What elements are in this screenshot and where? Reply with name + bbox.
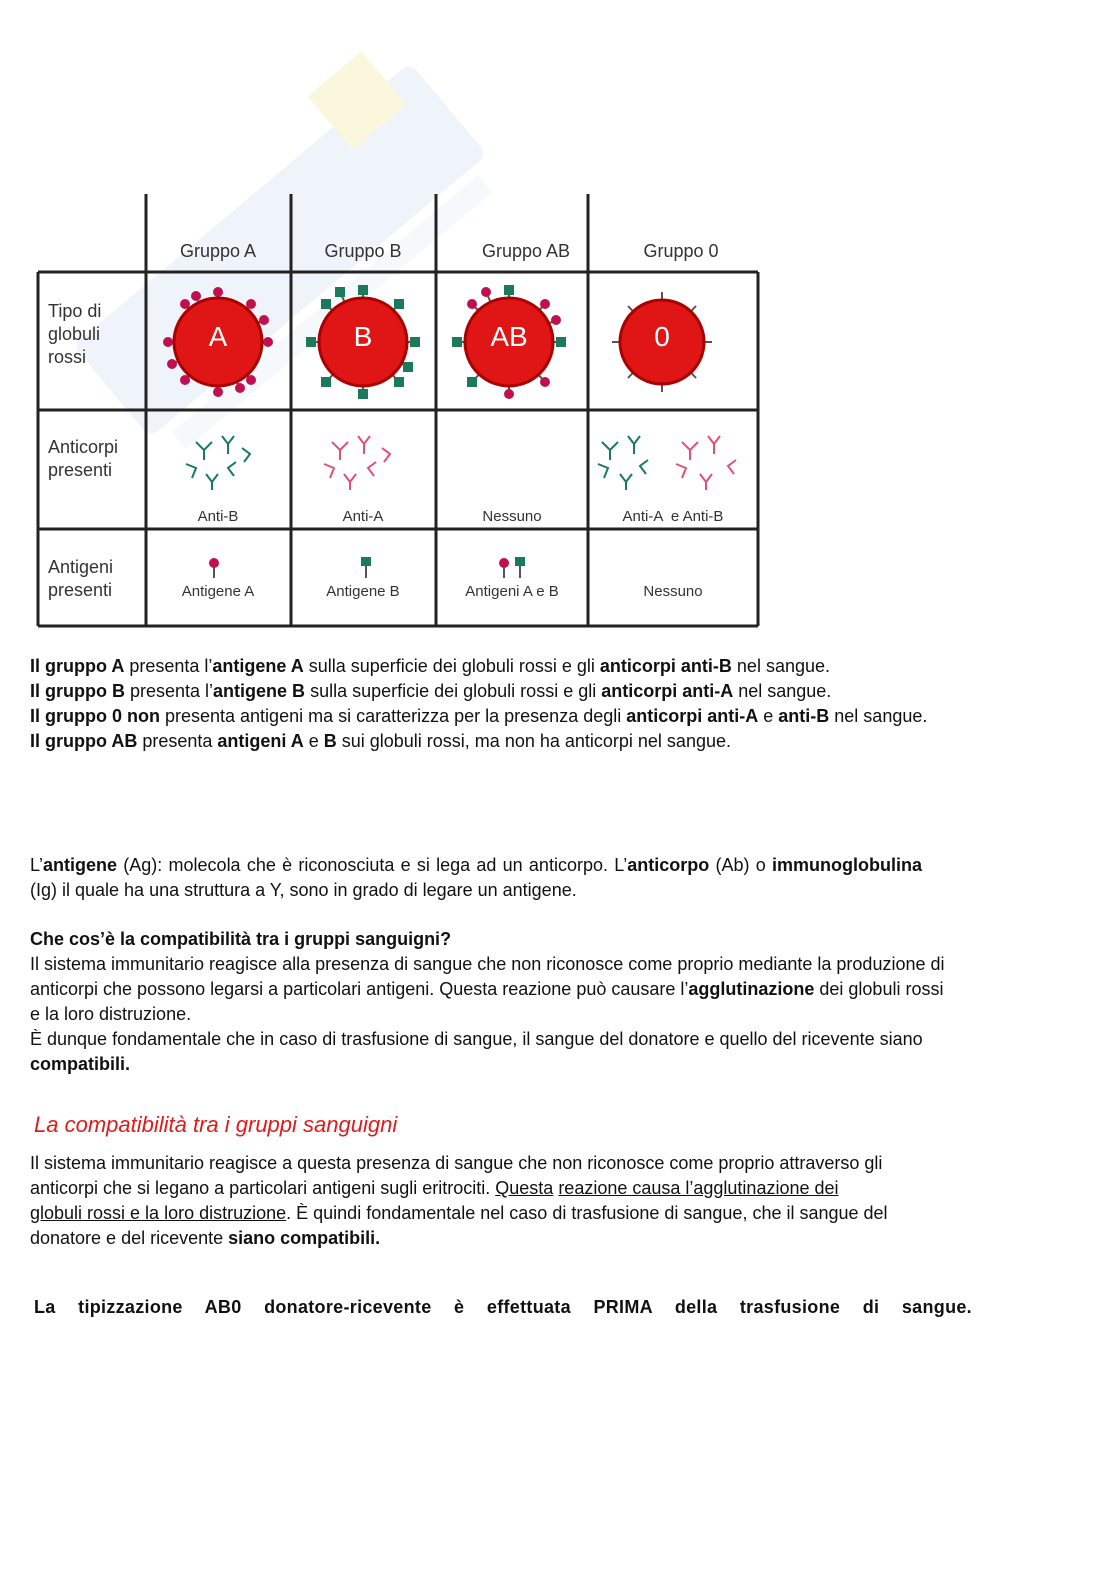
section-paragraph [30, 1151, 890, 1251]
antigen-b-icon [361, 557, 371, 578]
antibody-label-a: Anti-B [197, 508, 239, 525]
bold-text: anticorpi anti-A [626, 706, 759, 726]
question-title: Che cos’è la compatibilità tra i gruppi sanguigni? [30, 929, 452, 949]
antibody-anti-a-icon [324, 436, 390, 490]
bold-text: antigene B [213, 681, 306, 701]
text: presenta [137, 731, 218, 751]
text: Il sistema immunitario reagisce alla presenza di sangue che non riconosce come proprio mediante la produzione di anticorpi che possono legarsi a particolari antigeni. Questa reazione può causare l’ [30, 954, 945, 999]
cell-label-0: 0 [654, 321, 670, 352]
antibody-anti-b-icon [186, 436, 250, 490]
text: sulla superficie dei globuli rossi e gli [305, 681, 602, 701]
bold-text: immunoglobulina [772, 855, 922, 875]
text: (Ab) o [709, 855, 772, 875]
paragraph-group-b [30, 679, 970, 704]
bold-text: siano compatibili. [228, 1228, 381, 1248]
text: sui globuli rossi, ma non ha anticorpi nel sangue. [336, 731, 731, 751]
cell-label-b: B [353, 321, 373, 352]
cell-label-a: A [208, 321, 228, 352]
text: presenta l’ [124, 681, 214, 701]
text: dei globuli rossi e la loro distruzione. [30, 979, 944, 1024]
paragraph-group-0 [30, 704, 970, 729]
cell-label-ab: AB [490, 321, 528, 352]
text: nel sangue. [829, 706, 928, 726]
bold-text: anticorpo [627, 855, 710, 875]
antibody-label-0: Anti-A e Anti-B [622, 508, 724, 525]
text: (Ag): molecola che è riconosciuta e si lega ad un anticorpo. L’ [117, 855, 628, 875]
bold-text: Il gruppo AB [30, 731, 138, 751]
antigen-label-a: Antigene A [181, 583, 255, 600]
text: (Ig) il quale ha una struttura a Y, sono in grado di legare un antigene. [30, 880, 577, 900]
row-header-antibodies: Anticorpi presenti [48, 437, 119, 480]
antigen-ab-icon [499, 557, 525, 578]
underlined-text: Questa [495, 1178, 554, 1198]
antigen-label-b: Antigene B [326, 583, 400, 600]
bold-text: agglutinazione [688, 979, 815, 999]
blood-groups-description [30, 654, 970, 754]
section-title: La compatibilità tra i gruppi sanguigni [34, 1112, 398, 1137]
row-header-antigens: Antigeni presenti [48, 557, 114, 600]
text: L’ [30, 855, 44, 875]
bold-text: anticorpi anti-B [599, 656, 732, 676]
paragraph-group-ab [30, 729, 970, 754]
bold-text: antigene A [212, 656, 304, 676]
antibody-label-ab: Nessuno [482, 508, 542, 525]
text: È dunque fondamentale che in caso di trasfusione di sangue, il sangue del donatore e quello del ricevente siano [30, 1029, 923, 1049]
text: presenta antigeni ma si caratterizza per la presenza degli [159, 706, 627, 726]
text: nel sangue. [731, 656, 830, 676]
text: nel sangue. [733, 681, 832, 701]
bold-text: antigene [43, 855, 118, 875]
final-note: La tipizzazione AB0 donatore-ricevente è effettuata PRIMA della trasfusione di sangue. [34, 1297, 972, 1317]
antigen-a-icon [209, 558, 219, 578]
text: . È quindi fondamentale nel caso di trasfusione di sangue, che il sangue del donatore e del ricevente [30, 1203, 888, 1248]
text: e [303, 731, 324, 751]
bold-text: Il gruppo A [30, 656, 125, 676]
col-header-b: Gruppo B [324, 241, 402, 261]
text: sulla superficie dei globuli rossi e gli [303, 656, 600, 676]
bold-text: antigeni A [217, 731, 304, 751]
antibody-anti-b-icon-0 [598, 436, 648, 490]
paragraph-group-a [30, 654, 970, 679]
antigen-label-ab: Antigeni A e B [465, 583, 559, 600]
bold-text: B [323, 731, 337, 751]
bold-text: anticorpi anti-A [601, 681, 734, 701]
bold-text: Il gruppo B [30, 681, 125, 701]
underlined-text: reazione causa l’agglutinazione dei globuli rossi e la loro distruzione [30, 1178, 839, 1223]
text: e [758, 706, 779, 726]
antigen-definition [30, 853, 922, 903]
antibody-label-b: Anti-A [342, 508, 384, 525]
col-header-0: Gruppo 0 [643, 241, 719, 261]
col-header-ab: Gruppo AB [481, 241, 571, 261]
blood-group-diagram [36, 192, 762, 630]
bold-text: Il gruppo 0 non [30, 706, 160, 726]
text: presenta l’ [124, 656, 213, 676]
bold-text: compatibili. [30, 1054, 131, 1074]
row-header-red-cells: Tipo di globuli rossi [48, 301, 102, 367]
text: Il sistema immunitario reagisce a questa presenza di sangue che non riconosce come proprio attraverso gli anticorpi che si legano a particolari antigeni sugli eritrociti. [30, 1153, 883, 1198]
bold-text: anti-B [778, 706, 830, 726]
col-header-a: Gruppo A [179, 241, 257, 261]
antigen-label-0: Nessuno [643, 583, 703, 600]
compatibility-question [30, 927, 945, 1077]
antibody-anti-a-icon-0 [676, 436, 736, 490]
